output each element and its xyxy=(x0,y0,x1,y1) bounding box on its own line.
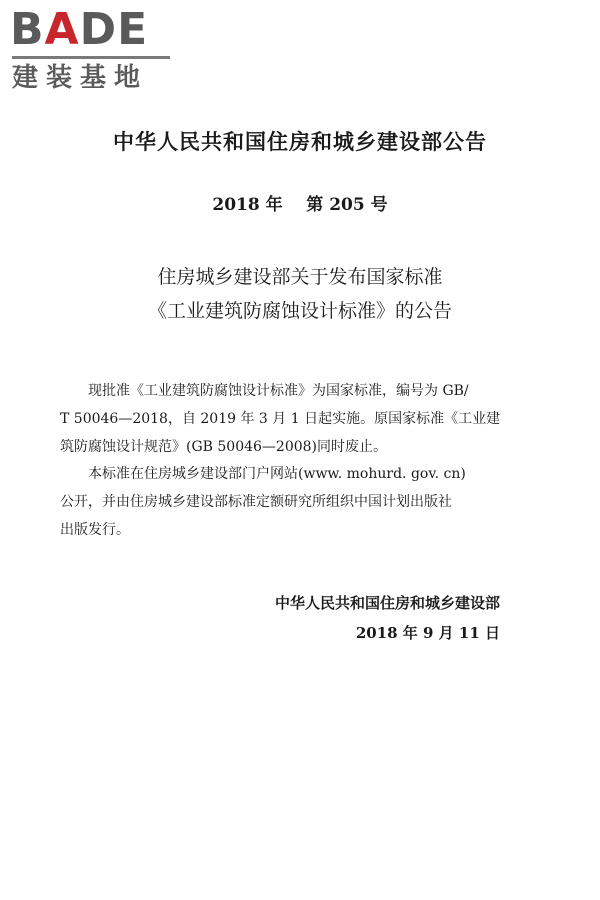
body-line: 出版发行。 xyxy=(60,522,130,538)
announcement-subject-line-1: 住房城乡建设部关于发布国家标准 xyxy=(157,266,443,288)
signature-date: 2018 年 9 月 11 日 xyxy=(355,624,500,642)
logo-subtitle: 建装基地 xyxy=(12,63,149,93)
logo-letter-b: B xyxy=(10,4,45,55)
signature-organization: 中华人民共和国住房和城乡建设部 xyxy=(274,594,500,612)
body-line: 筑防腐蚀设计规范》(GB 50046—2008)同时废止。 xyxy=(60,439,388,455)
body-line: 现批准《工业建筑防腐蚀设计标准》为国家标准，编号为 GB/ xyxy=(60,383,469,399)
logo-letters-de: DE xyxy=(79,4,149,55)
logo-letter-a: A xyxy=(44,4,80,55)
logo-wordmark xyxy=(10,6,148,54)
bade-logo xyxy=(10,6,180,96)
announcement-subject-line-2: 《工业建筑防腐蚀设计标准》的公告 xyxy=(147,300,452,322)
logo-divider xyxy=(12,56,170,59)
body-line: T 50046—2018，自 2019 年 3 月 1 日起实施。原国家标准《工业建 xyxy=(60,411,501,427)
body-line: 公开，并由住房城乡建设部标准定额研究所组织中国计划出版社 xyxy=(60,494,452,510)
announcement-title: 中华人民共和国住房和城乡建设部公告 xyxy=(113,130,487,154)
body-line: 本标准在住房城乡建设部门户网站(www. mohurd. gov. cn) xyxy=(60,466,466,482)
announcement-number: 2018 年 第 205 号 xyxy=(212,195,388,215)
